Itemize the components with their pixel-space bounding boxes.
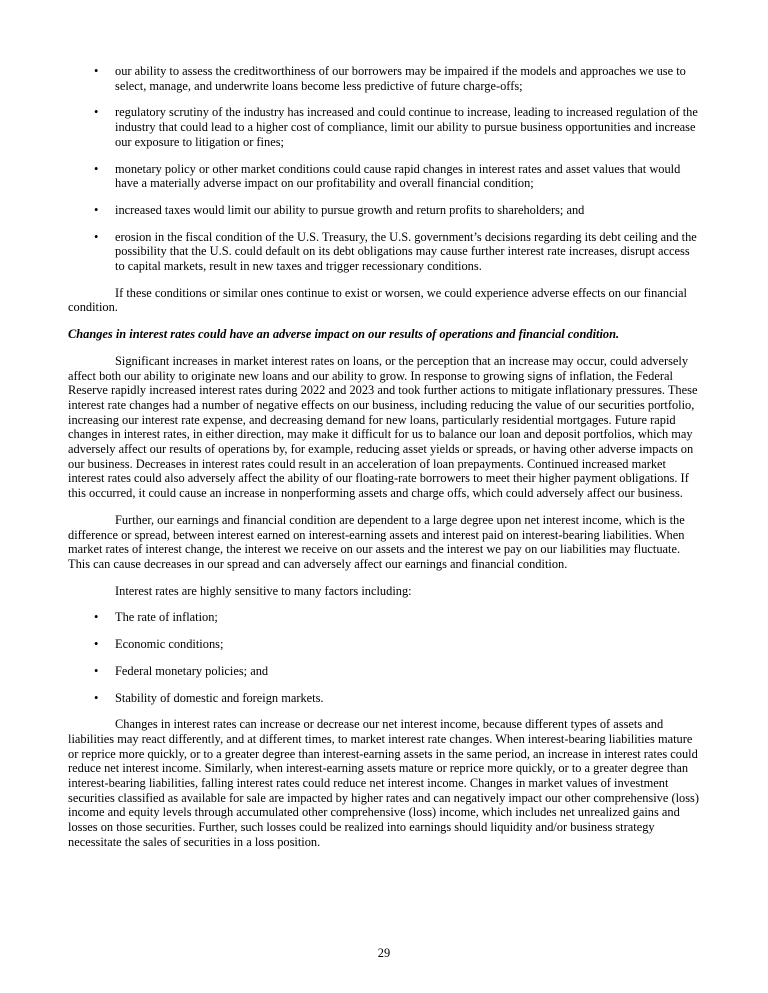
- bullet-item: [68, 162, 700, 191]
- bullet-text: regulatory scrutiny of the industry has increased and could continue to increase, leading to increased regulation of the industry that could lead to a higher cost of compliance, limit our ability to pursue business opportunities and increase our exposure to litigation or fines;: [115, 105, 698, 149]
- bullet-text: our ability to assess the creditworthiness of our borrowers may be impaired if the models and approaches we use to select, manage, and underwrite loans become less predictive of future charge-offs;: [115, 64, 686, 93]
- bullet-text: monetary policy or other market conditions could cause rapid changes in interest rates and asset values that would have a materially adverse impact on our profitability and overall financial condition;: [115, 161, 681, 191]
- page-number: 29: [377, 946, 391, 960]
- bullet-item: [68, 64, 700, 93]
- bullet-item: [68, 664, 700, 679]
- paragraph-conditions: If these conditions or similar ones continue to exist or worsen, we could experience adverse effects on our financial condition.: [68, 285, 687, 315]
- bullet-text: Stability of domestic and foreign markets.: [115, 690, 324, 705]
- bullet-icon: •: [94, 690, 99, 705]
- factor-bullet-list: [68, 610, 700, 705]
- bullet-item: [68, 203, 700, 218]
- bullet-item: [68, 230, 700, 274]
- bullet-icon: •: [94, 105, 99, 120]
- bullet-icon: •: [94, 663, 99, 678]
- bullet-icon: •: [94, 229, 99, 244]
- bullet-icon: •: [94, 161, 99, 176]
- bullet-item: [68, 637, 700, 652]
- section-heading-interest-rates: Changes in interest rates could have an adverse impact on our results of operations and financial condition.: [68, 327, 620, 342]
- bullet-icon: •: [94, 202, 99, 217]
- bullet-item: [68, 691, 700, 706]
- bullet-text: Economic conditions;: [115, 637, 224, 652]
- bullet-text: Federal monetary policies; and: [115, 663, 269, 678]
- risk-bullet-list: [68, 64, 700, 274]
- bullet-text: erosion in the fiscal condition of the U.S. Treasury, the U.S. government’s decisions regarding its debt ceiling and the possibility that the U.S. could default on its debt obligations may cause further interest rate increases, disrupt access to capital markets, result in new taxes and trigger recessionary conditions.: [115, 229, 697, 274]
- paragraph-significant-increases: Significant increases in market interest rates on loans, or the perception that an increase may occur, could adversely affect both our ability to originate new loans and our ability to grow. In response to growing signs of inflation, the Federal Reserve rapidly increased interest rates during 2022 and 2023 and took further actions to mitigate inflationary pressures. These interest rate changes had a number of negative effects on our business, including reducing the value of our securities portfolio, increasing our interest rate expense, and decreasing demand for new loans, particularly residential mortgages. Future rapid changes in interest rates, in either direction, may make it difficult for us to balance our loan and deposit portfolios, which may adversely affect our results of operations by, for example, reducing asset yields or spreads, or having other adverse impacts on our business. Decreases in interest rates could result in an acceleration of loan prepayments. Continued increased market interest rates could also adversely affect the ability of our floating-rate borrowers to meet their higher payment obligations. If this occurred, it could cause an increase in nonperforming assets and charge offs, which could adversely affect our business.: [68, 353, 698, 501]
- bullet-text: The rate of inflation;: [115, 610, 218, 625]
- bullet-text: increased taxes would limit our ability to pursue growth and return profits to shareholders; and: [115, 202, 585, 217]
- paragraph-changes-net-interest: Changes in interest rates can increase or decrease our net interest income, because different types of assets and liabilities may react differently, and at different times, to market interest rate changes. When interest-bearing liabilities mature or reprice more quickly, or to a greater degree than interest-earning assets in the same period, an increase in interest rates could reduce net interest income. Similarly, when interest-earning assets mature or reprice more quickly, or to a greater degree than interest-bearing liabilities, falling interest rates could reduce net interest income. Changes in market values of investment securities classified as available for sale are impacted by higher rates and can negatively impact our other comprehensive (loss) income and equity levels through accumulated other comprehensive (loss) income, which includes net unrealized gains and losses on those securities. Further, such losses could be realized into earnings should liquidity and/or business strategy necessitate the sales of securities in a loss position.: [68, 717, 699, 849]
- paragraph-further-earnings: Further, our earnings and financial condition are dependent to a large degree upon net interest income, which is the difference or spread, between interest earned on interest-earning assets and interest paid on interest-bearing liabilities. When market rates of interest change, the interest we receive on our assets and the interest we pay on our liabilities may fluctuate. This can cause decreases in our spread and can adversely affect our earnings and financial condition.: [68, 512, 685, 571]
- bullet-item: [68, 105, 700, 149]
- bullet-item: [68, 610, 700, 625]
- bullet-icon: •: [94, 637, 99, 652]
- paragraph-factors-intro: Interest rates are highly sensitive to many factors including:: [115, 583, 412, 598]
- bullet-icon: •: [94, 64, 99, 78]
- bullet-icon: •: [94, 610, 99, 625]
